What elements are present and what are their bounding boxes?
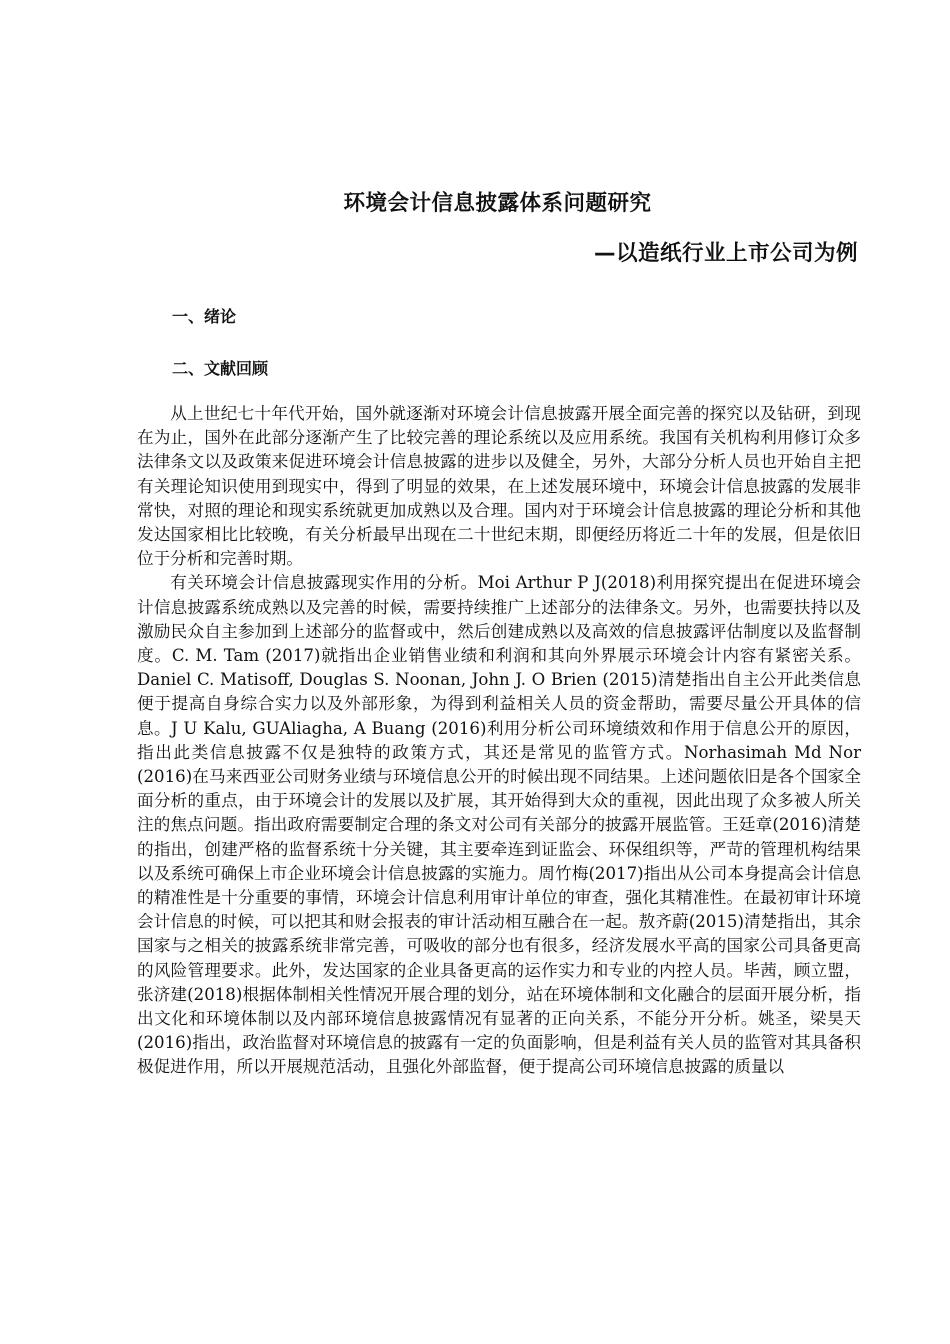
section-heading-literature-review: 二、文献回顾 bbox=[172, 359, 269, 378]
body-text bbox=[137, 402, 861, 1080]
paragraph: 从上世纪七十年代开始，国外就逐渐对环境会计信息披露开展全面完善的探究以及钻研，到现在为止，国外在此部分逐渐产生了比较完善的理论系统以及应用系统。我国有关机构利用修订众多法律条文以及政策来促进环境会计信息披露的进步以及健全，另外，大部分分析人员也开始自主把有关理论知识使用到现实中，得到了明显的效果，在上述发展环境中，环境会计信息披露的发展非常快，对照的理论和现实系统就更加成熟以及合理。国内对于环境会计信息披露的理论分析和其他发达国家相比比较晚，有关分析最早出现在二十世纪末期，即便经历将近二十年的发展，但是依旧位于分析和完善时期。 bbox=[137, 404, 861, 569]
section-heading-introduction: 一、绪论 bbox=[172, 307, 237, 326]
paper-title: 环境会计信息披露体系问题研究 bbox=[343, 191, 652, 216]
paper-subtitle: —以造纸行业上市公司为例 bbox=[593, 241, 858, 266]
paragraph: 有关环境会计信息披露现实作用的分析。Moi Arthur P J(2018)利用探究提出在促进环境会计信息披露系统成熟以及完善的时候，需要持续推广上述部分的法律条文。另外，也需要扶持以及激励民众自主参加到上述部分的监督或中，然后创建成熟以及高效的信息披露评估制度以及监督制度。C. M. Tam (2017)就指出企业销售业绩和利润和其向外界展示环境会计内容有紧密关系。Daniel C. Matisoff, Douglas S. Noonan, John J. O Brien (2015)清楚指出自主公开此类信息便于提高自身综合实力以及外部形象，为得到利益相关人员的资金帮助，需要尽量公开具体的信息。J U Kalu, GUAliagha, A Buang (2016)利用分析公司环境绩效和作用于信息公开的原因，指出此类信息披露不仅是独特的政策方式，其还是常见的监管方式。Norhasimah Md Nor (2016)在马来西亚公司财务业绩与环境信息公开的时候出现不同结果。上述问题依旧是各个国家全面分析的重点，由于环境会计的发展以及扩展，其开始得到大众的重视，因此出现了众多被人所关注的焦点问题。指出政府需要制定合理的条文对公司有关部分的披露开展监管。王廷章(2016)清楚的指出，创建严格的监督系统十分关键，其主要牵连到证监会、环保组织等，严苛的管理机构结果以及系统可确保上市企业环境会计信息披露的实施力。周竹梅(2017)指出从公司本身提高会计信息的精准性是十分重要的事情，环境会计信息利用审计单位的审查，强化其精准性。在最初审计环境会计信息的时候，可以把其和财会报表的审计活动相互融合在一起。敖齐蔚(2015)清楚指出，其余国家与之相关的披露系统非常完善，可吸收的部分也有很多，经济发展水平高的国家公司具备更高的风险管理要求。此外，发达国家的企业具备更高的运作实力和专业的内控人员。毕茜，顾立盟，张济建(2018)根据体制相关性情况开展合理的划分，站在环境体制和文化融合的层面开展分析，指出文化和环境体制以及内部环境信息披露情况有显著的正向关系，不能分开分析。姚圣，梁昊天(2016)指出，政治监督对环境信息的披露有一定的负面影响，但是利益有关人员的监管对其具备积极促进作用，所以开展规范活动，且强化外部监督，便于提高公司环境信息披露的质量以 bbox=[137, 573, 861, 1077]
